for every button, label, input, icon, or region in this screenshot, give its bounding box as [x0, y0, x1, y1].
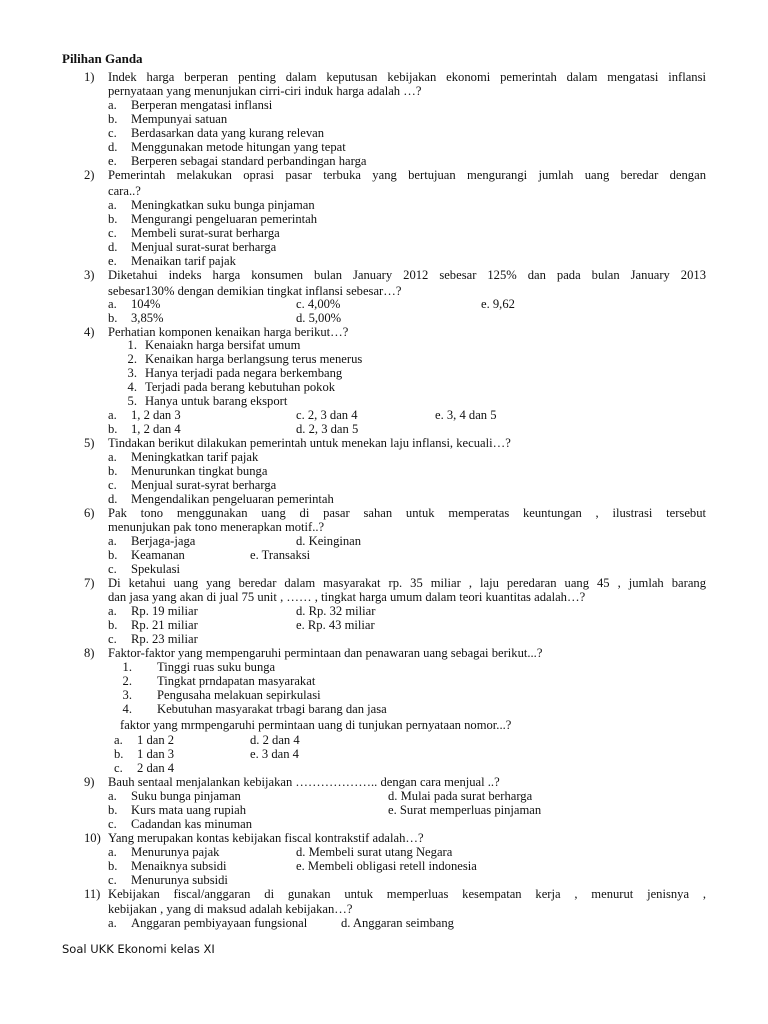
- q9-option-a: Suku bunga pinjaman: [131, 789, 241, 803]
- q10-option-e: e. Membeli obligasi retell indonesia: [296, 859, 477, 873]
- q3-text-line1: Diketahui indeks harga konsumen bulan January 2012 sebesar 125% dan pada bulan January 2013: [108, 268, 706, 282]
- q5-number: 5): [84, 436, 95, 450]
- q8-option-b: 1 dan 3: [137, 747, 175, 761]
- q4-statement-5-number: 5.: [127, 394, 137, 408]
- q1-option-c: Berdasarkan data yang kurang relevan: [131, 126, 325, 140]
- q10-number: 10): [84, 831, 101, 845]
- q6-option-a-label: a.: [108, 534, 117, 548]
- q4-option-d: d. 2, 3 dan 5: [296, 422, 359, 436]
- q7-option-e: e. Rp. 43 miliar: [296, 618, 375, 632]
- q3-option-e: e. 9,62: [481, 297, 515, 311]
- q3-option-a-label: a.: [108, 297, 117, 311]
- q9-option-c: Cadandan kas minuman: [131, 817, 253, 831]
- q5-option-b: Menurunkan tingkat bunga: [131, 464, 268, 478]
- q7-number: 7): [84, 576, 95, 590]
- q5-option-a: Meningkatkan tarif pajak: [131, 450, 259, 464]
- q10-option-b-label: b.: [108, 859, 118, 873]
- q4-text-line1: Perhatian komponen kenaikan harga berikut…?: [108, 325, 349, 339]
- q8-statement-3-number: 3.: [122, 688, 132, 702]
- q8-statement-3: Pengusaha melakuan sepirkulasi: [157, 688, 321, 702]
- q1-option-d-label: d.: [108, 140, 118, 154]
- q8-statement-4: Kebutuhan masyarakat trbagi barang dan jasa: [157, 702, 387, 716]
- q3-option-d: d. 5,00%: [296, 311, 342, 325]
- q4-statement-2: Kenaikan harga berlangsung terus menerus: [145, 352, 363, 366]
- q10-option-d: d. Membeli surat utang Negara: [296, 845, 453, 859]
- q5-text-line1: Tindakan berikut dilakukan pemerintah untuk menekan laju inflansi, kecuali…?: [108, 436, 511, 450]
- q4-option-c: c. 2, 3 dan 4: [296, 408, 358, 422]
- q2-option-c: Membeli surat-surat berharga: [131, 226, 280, 240]
- q8-number: 8): [84, 646, 95, 660]
- q2-text-line1: Pemerintah melakukan oprasi pasar terbuka yang bertujuan mengurangi jumlah uang beredar dengan: [108, 168, 706, 182]
- q1-option-b: Mempunyai satuan: [131, 112, 228, 126]
- q2-option-d: Menjual surat-surat berharga: [131, 240, 277, 254]
- q1-option-d: Menggunakan metode hitungan yang tepat: [131, 140, 346, 154]
- q6-option-c-label: c.: [108, 562, 117, 576]
- q9-option-b: Kurs mata uang rupiah: [131, 803, 247, 817]
- q11-text-line2: kebijakan , yang di maksud adalah kebijakan…?: [108, 902, 353, 916]
- q1-option-a-label: a.: [108, 98, 117, 112]
- q6-text-line2: menunjukan pak tono menerapkan motif..?: [108, 520, 325, 534]
- q4-option-a: 1, 2 dan 3: [131, 408, 181, 422]
- q4-statement-3: Hanya terjadi pada negara berkembang: [145, 366, 343, 380]
- q1-text-line1: Indek harga berperan penting dalam keputusan kebijakan ekonomi pemerintah dalam mengatasi inflansi: [108, 70, 706, 84]
- q4-option-a-label: a.: [108, 408, 117, 422]
- q7-option-b: Rp. 21 miliar: [131, 618, 198, 632]
- q3-option-a: 104%: [131, 297, 161, 311]
- page-footer: Soal UKK Ekonomi kelas XI: [62, 942, 215, 956]
- q10-text-line1: Yang merupakan kontas kebijakan fiscal kontrakstif adalah…?: [108, 831, 424, 845]
- q6-option-c: Spekulasi: [131, 562, 180, 576]
- q4-option-b-label: b.: [108, 422, 118, 436]
- q8-statement-2-number: 2.: [122, 674, 132, 688]
- q11-option-a: Anggaran pembiyayaan fungsional: [131, 916, 308, 930]
- q2-option-b: Mengurangi pengeluaran pemerintah: [131, 212, 318, 226]
- q3-number: 3): [84, 268, 95, 282]
- q3-option-b: 3,85%: [131, 311, 164, 325]
- q1-option-e: Berperen sebagai standard perbandingan harga: [131, 154, 367, 168]
- q5-option-d-label: d.: [108, 492, 118, 506]
- q5-option-c-label: c.: [108, 478, 117, 492]
- q1-text-line2: pernyataan yang menunjukan cirri-ciri induk harga adalah …?: [108, 84, 422, 98]
- q9-option-c-label: c.: [108, 817, 117, 831]
- q8-option-a-label: a.: [114, 733, 123, 747]
- q8-option-a: 1 dan 2: [137, 733, 175, 747]
- q9-option-b-label: b.: [108, 803, 118, 817]
- q11-option-a-label: a.: [108, 916, 117, 930]
- q7-option-c-label: c.: [108, 632, 117, 646]
- q2-text-line2: cara..?: [108, 184, 141, 198]
- q4-number: 4): [84, 325, 95, 339]
- q4-statement-5: Hanya untuk barang eksport: [145, 394, 288, 408]
- q9-option-d: d. Mulai pada surat berharga: [388, 789, 533, 803]
- q4-statement-4-number: 4.: [127, 380, 137, 394]
- section-heading: Pilihan Ganda: [62, 51, 143, 66]
- q3-text-line2: sebesar130% dengan demikian tingkat inflansi sebesar…?: [108, 284, 402, 298]
- q4-statement-1: Kenaiakn harga bersifat umum: [145, 338, 301, 352]
- q4-option-e: e. 3, 4 dan 5: [435, 408, 497, 422]
- q7-text-line1: Di ketahui uang yang beredar dalam masyarakat rp. 35 miliar , laju peredaran uang 45 , jumlah barang: [108, 576, 706, 590]
- q7-option-a: Rp. 19 miliar: [131, 604, 198, 618]
- q9-option-a-label: a.: [108, 789, 117, 803]
- q6-option-b-label: b.: [108, 548, 118, 562]
- q5-option-d: Mengendalikan pengeluaran pemerintah: [131, 492, 334, 506]
- q6-option-d: d. Keinginan: [296, 534, 362, 548]
- q8-option-c: 2 dan 4: [137, 761, 175, 775]
- q2-option-e-label: e.: [108, 254, 117, 268]
- q6-option-b: Keamanan: [131, 548, 185, 562]
- q11-number: 11): [84, 887, 101, 901]
- q2-option-b-label: b.: [108, 212, 118, 226]
- q9-text-line1: Bauh sentaal menjalankan kebijakan ……………….. dengan cara menjual ..?: [108, 775, 500, 789]
- q2-option-c-label: c.: [108, 226, 117, 240]
- q8-option-d: d. 2 dan 4: [250, 733, 300, 747]
- q4-statement-4: Terjadi pada berang kebutuhan pokok: [145, 380, 336, 394]
- q8-text-line2: faktor yang mrmpengaruhi permintaan uang di tunjukan pernyataan nomor...?: [120, 718, 512, 732]
- q10-option-b: Menaiknya subsidi: [131, 859, 227, 873]
- q1-number: 1): [84, 70, 95, 84]
- q7-option-c: Rp. 23 miliar: [131, 632, 198, 646]
- q10-option-c-label: c.: [108, 873, 117, 887]
- q1-option-c-label: c.: [108, 126, 117, 140]
- q10-option-a-label: a.: [108, 845, 117, 859]
- q1-option-e-label: e.: [108, 154, 117, 168]
- q4-statement-3-number: 3.: [127, 366, 137, 380]
- q2-option-a-label: a.: [108, 198, 117, 212]
- q2-option-d-label: d.: [108, 240, 118, 254]
- q11-text-line1: Kebijakan fiscal/anggaran di gunakan untuk memperluas kesempatan kerja , menurut jenisnya ,: [108, 887, 706, 901]
- q9-number: 9): [84, 775, 95, 789]
- q6-text-line1: Pak tono menggunakan uang di pasar sahan untuk memperatas keuntungan , ilustrasi tersebut: [108, 506, 706, 520]
- q2-option-e: Menaikan tarif pajak: [131, 254, 236, 268]
- q3-option-c: c. 4,00%: [296, 297, 341, 311]
- q8-option-b-label: b.: [114, 747, 124, 761]
- q1-option-b-label: b.: [108, 112, 118, 126]
- q8-statement-2: Tingkat prndapatan masyarakat: [157, 674, 316, 688]
- q4-option-b: 1, 2 dan 4: [131, 422, 181, 436]
- q5-option-b-label: b.: [108, 464, 118, 478]
- q2-option-a: Meningkatkan suku bunga pinjaman: [131, 198, 315, 212]
- q4-statement-2-number: 2.: [127, 352, 137, 366]
- q8-text-line1: Faktor-faktor yang mempengaruhi permintaan dan penawaran uang sebagai berikut...?: [108, 646, 543, 660]
- q3-option-b-label: b.: [108, 311, 118, 325]
- q8-statement-4-number: 4.: [122, 702, 132, 716]
- q8-statement-1-number: 1.: [122, 660, 132, 674]
- q10-option-a: Menurunya pajak: [131, 845, 220, 859]
- q4-statement-1-number: 1.: [127, 338, 137, 352]
- q7-option-d: d. Rp. 32 miliar: [296, 604, 376, 618]
- q11-option-d: d. Anggaran seimbang: [341, 916, 454, 930]
- q8-option-c-label: c.: [114, 761, 123, 775]
- q8-option-e: e. 3 dan 4: [250, 747, 299, 761]
- q2-number: 2): [84, 168, 95, 182]
- q7-text-line2: dan jasa yang akan di jual 75 unit , …… , tingkat harga umum dalam teori kuantitas adalah…?: [108, 590, 586, 604]
- q6-option-a: Berjaga-jaga: [131, 534, 196, 548]
- q9-option-e: e. Surat memperluas pinjaman: [388, 803, 542, 817]
- q6-option-e: e. Transaksi: [250, 548, 311, 562]
- q8-statement-1: Tinggi ruas suku bunga: [157, 660, 276, 674]
- q7-option-b-label: b.: [108, 618, 118, 632]
- q5-option-c: Menjual surat-syrat berharga: [131, 478, 277, 492]
- q1-option-a: Berperan mengatasi inflansi: [131, 98, 273, 112]
- q6-number: 6): [84, 506, 95, 520]
- q5-option-a-label: a.: [108, 450, 117, 464]
- q7-option-a-label: a.: [108, 604, 117, 618]
- q10-option-c: Menurunya subsidi: [131, 873, 228, 887]
